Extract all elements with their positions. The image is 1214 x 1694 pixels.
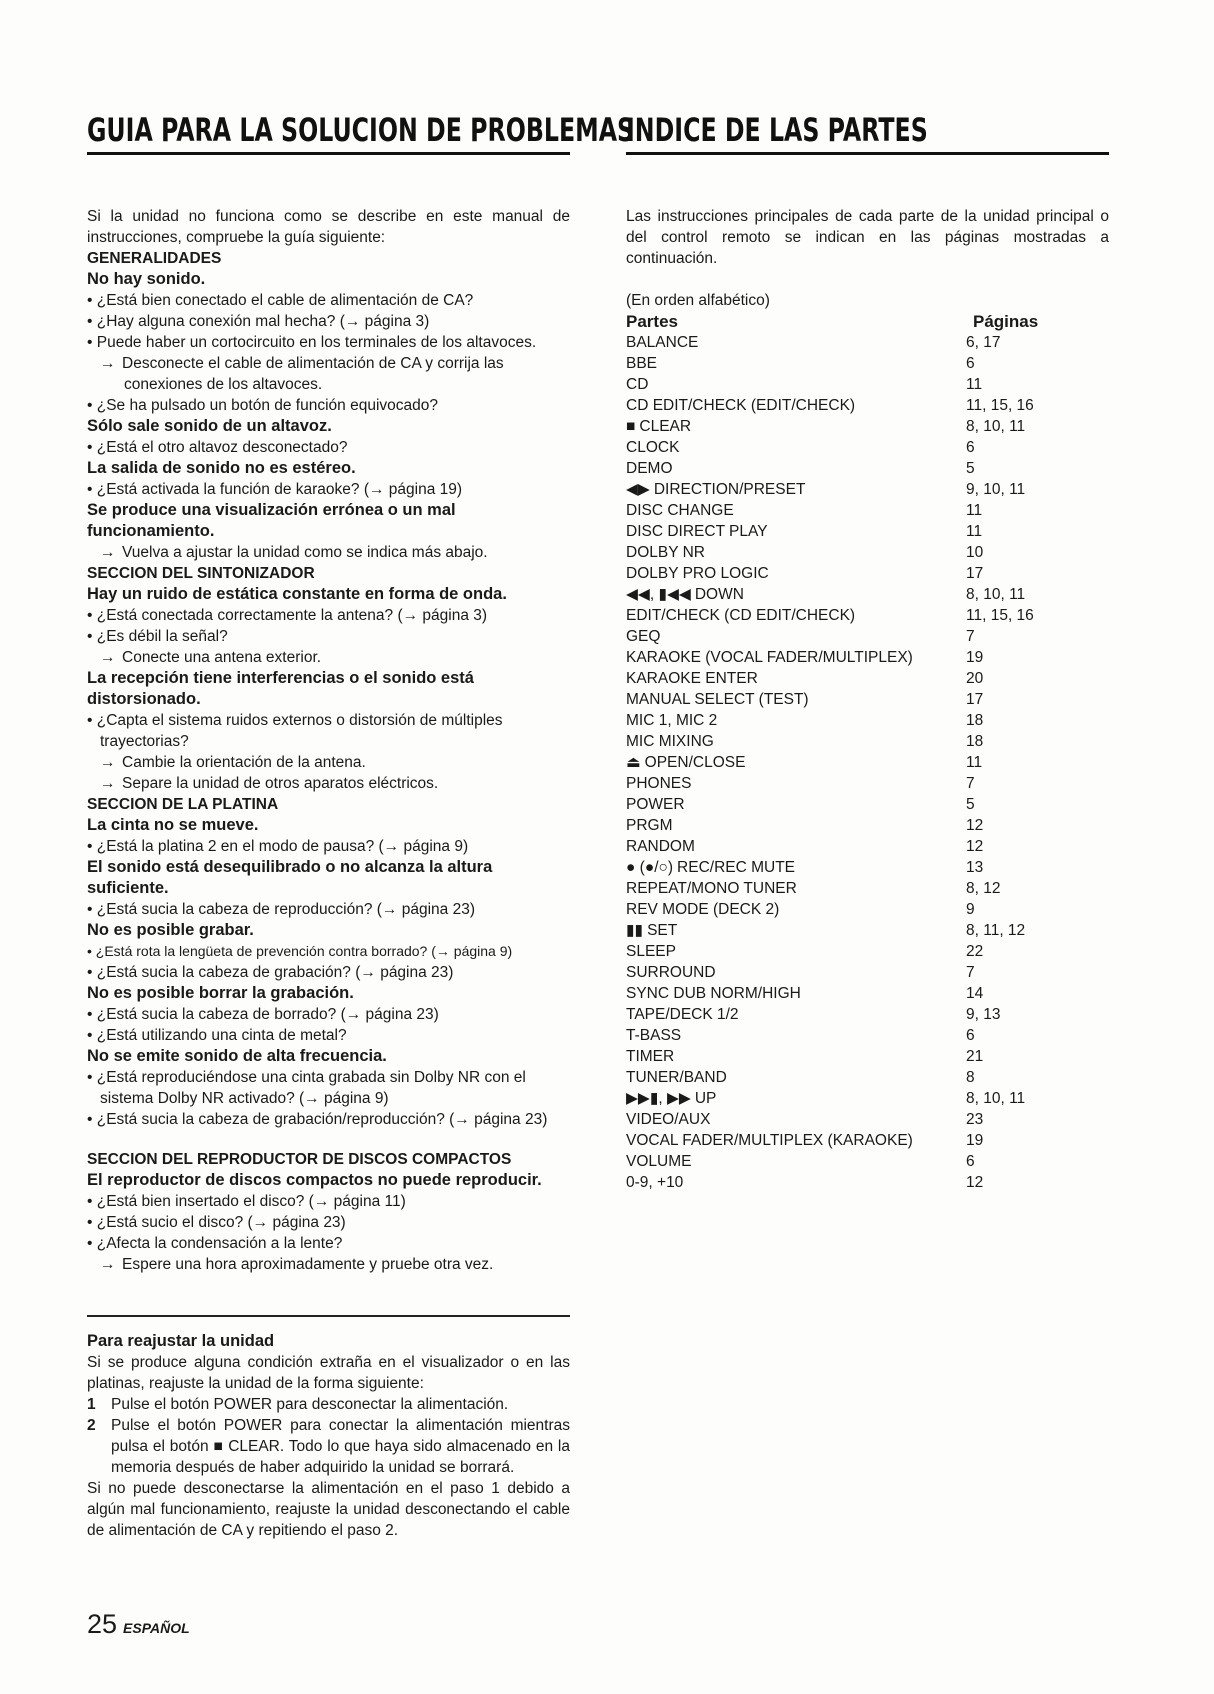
reset-divider: [87, 1315, 570, 1317]
check-item: • ¿Está conectada correctamente la antena? (→ página 3): [87, 607, 488, 624]
button-symbol-icon: ▶▶▮, ▶▶: [626, 1090, 691, 1107]
index-part-name: SYNC DUB NORM/HIGH: [626, 985, 801, 1002]
index-row: [626, 668, 1109, 689]
remedy-item: → Desconecte el cable de alimentación de CA y corrija las conexiones de los altavoces.: [100, 355, 504, 393]
index-page-numbers: 14: [966, 985, 984, 1002]
parts-index-intro: Las instrucciones principales de cada parte de la unidad principal o del control remoto se indican en las páginas mostradas a continuación.: [626, 208, 1109, 267]
button-symbol-icon: ⏏: [626, 754, 641, 771]
index-row: [626, 731, 1109, 752]
reset-step-1: 1 Pulse el botón POWER para desconectar la alimentación.: [87, 1396, 509, 1413]
index-page-numbers: 11: [966, 502, 983, 519]
index-row: [626, 374, 1109, 395]
index-part-name: MANUAL SELECT (TEST): [626, 691, 809, 708]
check-item: • ¿Está sucia la cabeza de grabación? (→ página 23): [87, 964, 454, 981]
index-page-numbers: 11: [966, 754, 983, 771]
reset-intro: Si se produce alguna condición extraña en el visualizador o en las platinas, reajuste la unidad de la forma siguiente:: [87, 1354, 570, 1392]
problem-heading: No hay sonido.: [87, 270, 206, 288]
index-page-numbers: 7: [966, 628, 975, 645]
index-part-name: BBE: [626, 355, 658, 372]
reset-step-2: 2 Pulse el botón POWER para conectar la alimentación mientras pulsa el botón ■ CLEAR. Todo lo que haya sido almacenado en la memoria después de haber adquirido la unidad se borrará.: [87, 1417, 570, 1476]
section-heading-cd: SECCION DEL REPRODUCTOR DE DISCOS COMPACTOS: [87, 1151, 512, 1168]
arrow-right-icon: →: [100, 355, 116, 372]
index-part-name: VIDEO/AUX: [626, 1111, 711, 1128]
index-row: [626, 584, 1109, 605]
index-part-name: RANDOM: [626, 838, 695, 855]
index-row: [626, 899, 1109, 920]
index-part-name: TAPE/DECK 1/2: [626, 1006, 739, 1023]
arrow-right-icon: →: [100, 1256, 116, 1273]
index-row: [626, 395, 1109, 416]
check-item: • ¿Está el otro altavoz desconectado?: [87, 439, 348, 456]
index-part-name: ■ CLEAR: [626, 418, 692, 435]
index-page-numbers: 5: [966, 796, 975, 813]
button-symbol-icon: ▮▮: [626, 922, 644, 939]
index-part-name: CLOCK: [626, 439, 680, 456]
index-row: [626, 920, 1109, 941]
index-page-numbers: 12: [966, 1174, 984, 1191]
index-part-name: ▮▮ SET: [626, 922, 678, 939]
language-label: ESPAÑOL: [123, 1620, 190, 1636]
index-row: [626, 836, 1109, 857]
index-row: [626, 962, 1109, 983]
page-footer: [87, 1609, 190, 1640]
index-part-name: ◀◀, ▮◀◀ DOWN: [626, 586, 744, 603]
index-page-numbers: 11: [966, 376, 983, 393]
index-page-numbers: 11: [966, 523, 983, 540]
index-row: [626, 1067, 1109, 1088]
index-page-numbers: 23: [966, 1111, 984, 1128]
index-row: [626, 416, 1109, 437]
index-part-name: SURROUND: [626, 964, 716, 981]
index-page-numbers: 11, 15, 16: [966, 397, 1034, 414]
check-item: • ¿Capta el sistema ruidos externos o distorsión de múltiples trayectorias?: [87, 712, 503, 750]
index-row: [626, 1088, 1109, 1109]
index-row: [626, 689, 1109, 710]
arrow-right-icon: →: [100, 649, 116, 666]
index-page-numbers: 12: [966, 817, 984, 834]
index-row: [626, 1151, 1109, 1172]
index-page-numbers: 17: [966, 565, 984, 582]
check-item: • ¿Hay alguna conexión mal hecha? (→ página 3): [87, 313, 430, 330]
index-page-numbers: 8, 12: [966, 880, 1001, 897]
index-part-name: ◀▶ DIRECTION/PRESET: [626, 481, 806, 498]
remedy-item: → Separe la unidad de otros aparatos eléctricos.: [100, 775, 439, 792]
index-part-name: ⏏ OPEN/CLOSE: [626, 754, 746, 771]
index-page-numbers: 18: [966, 733, 984, 750]
button-symbol-icon: ◀▶: [626, 481, 650, 498]
index-page-numbers: 8, 11, 12: [966, 922, 1026, 939]
index-page-numbers: 6, 17: [966, 334, 1001, 351]
index-page-numbers: 20: [966, 670, 984, 687]
index-page-numbers: 6: [966, 355, 975, 372]
check-item: • ¿Está activada la función de karaoke? (→ página 19): [87, 481, 463, 498]
index-part-name: KARAOKE (VOCAL FADER/MULTIPLEX): [626, 649, 913, 666]
index-part-name: MIC 1, MIC 2: [626, 712, 718, 729]
arrow-right-icon: →: [100, 775, 116, 792]
index-part-name: DEMO: [626, 460, 673, 477]
index-page-numbers: 9, 13: [966, 1006, 1001, 1023]
page-number: 25: [87, 1609, 118, 1639]
index-row: [626, 1046, 1109, 1067]
index-page-numbers: 8, 10, 11: [966, 418, 1026, 435]
index-part-name: T-BASS: [626, 1027, 682, 1044]
index-row: [626, 479, 1109, 500]
section-heading-deck: SECCION DE LA PLATINA: [87, 796, 279, 813]
index-row: [626, 1172, 1109, 1193]
reset-outro: Si no puede desconectarse la alimentación en el paso 1 debido a algún mal funcionamiento, reajuste la unidad desconectando el cable de alimentación de CA y repitiendo el paso 2.: [87, 1480, 570, 1539]
index-page-numbers: 19: [966, 1132, 984, 1149]
check-item: • ¿Está bien conectado el cable de alimentación de CA?: [87, 292, 474, 309]
index-page-numbers: 6: [966, 1153, 975, 1170]
index-part-name: DOLBY PRO LOGIC: [626, 565, 769, 582]
index-row: [626, 752, 1109, 773]
check-item: • ¿Está reproduciéndose una cinta grabada sin Dolby NR con el sistema Dolby NR activado? (→ página 9): [87, 1069, 526, 1107]
check-item: • ¿Está bien insertado el disco? (→ página 11): [87, 1193, 406, 1210]
index-page-numbers: 22: [966, 943, 984, 960]
button-symbol-icon: ■: [626, 418, 636, 435]
check-item: • Puede haber un cortocircuito en los terminales de los altavoces.: [87, 334, 537, 351]
check-item: • ¿Está sucia la cabeza de borrado? (→ página 23): [87, 1006, 439, 1023]
index-row: [626, 983, 1109, 1004]
title-underline-right: [626, 152, 1109, 155]
arrow-right-icon: →: [100, 544, 116, 561]
arrow-right-icon: →: [100, 754, 116, 771]
index-page-numbers: 6: [966, 439, 975, 456]
index-header-parts: Partes: [626, 312, 678, 331]
parts-index-title: INDICE DE LAS PARTES: [626, 111, 928, 149]
index-page-numbers: 19: [966, 649, 984, 666]
check-item: • ¿Está utilizando una cinta de metal?: [87, 1027, 347, 1044]
index-page-numbers: 6: [966, 1027, 975, 1044]
index-part-name: PHONES: [626, 775, 692, 792]
problem-heading: No es posible grabar.: [87, 921, 254, 939]
index-row: [626, 773, 1109, 794]
check-item: • ¿Es débil la señal?: [87, 628, 228, 645]
index-part-name: REV MODE (DECK 2): [626, 901, 780, 918]
index-page-numbers: 7: [966, 964, 975, 981]
index-row: [626, 710, 1109, 731]
index-part-name: POWER: [626, 796, 685, 813]
check-item: • ¿Está sucia la cabeza de grabación/reproducción? (→ página 23): [87, 1111, 548, 1128]
troubleshooting-column: [87, 206, 570, 1541]
index-part-name: 0-9, +10: [626, 1174, 684, 1191]
stop-square-icon: ■: [213, 1438, 224, 1455]
index-row: [626, 1109, 1109, 1130]
check-item: • ¿Se ha pulsado un botón de función equivocado?: [87, 397, 438, 414]
remedy-item: → Vuelva a ajustar la unidad como se indica más abajo.: [100, 544, 488, 561]
index-row: [626, 794, 1109, 815]
index-page-numbers: 21: [966, 1048, 984, 1065]
index-row: [626, 1004, 1109, 1025]
index-part-name: TUNER/BAND: [626, 1069, 727, 1086]
index-page-numbers: 10: [966, 544, 984, 561]
index-page-numbers: 11, 15, 16: [966, 607, 1034, 624]
index-page-numbers: 12: [966, 838, 984, 855]
remedy-item: → Cambie la orientación de la antena.: [100, 754, 366, 771]
index-part-name: SLEEP: [626, 943, 676, 960]
index-page-numbers: 9: [966, 901, 975, 918]
problem-heading: El sonido está desequilibrado o no alcanza la altura suficiente.: [87, 858, 493, 897]
index-row: [626, 458, 1109, 479]
index-page-numbers: 7: [966, 775, 975, 792]
index-row: [626, 1025, 1109, 1046]
index-part-name: DISC DIRECT PLAY: [626, 523, 768, 540]
index-part-name: REPEAT/MONO TUNER: [626, 880, 797, 897]
index-page-numbers: 18: [966, 712, 984, 729]
problem-heading: La salida de sonido no es estéreo.: [87, 459, 356, 477]
troubleshooting-intro: Si la unidad no funciona como se describe en este manual de instrucciones, compruebe la guía siguiente:: [87, 208, 570, 246]
index-part-name: BALANCE: [626, 334, 699, 351]
index-page-numbers: 8, 10, 11: [966, 1090, 1026, 1107]
index-page-numbers: 13: [966, 859, 984, 876]
problem-heading: El reproductor de discos compactos no puede reproducir.: [87, 1171, 542, 1189]
troubleshooting-title: GUIA PARA LA SOLUCION DE PROBLEMAS: [87, 111, 635, 149]
index-part-name: MIC MIXING: [626, 733, 714, 750]
index-row: [626, 815, 1109, 836]
check-item: • ¿Está sucio el disco? (→ página 23): [87, 1214, 346, 1231]
check-item: • ¿Afecta la condensación a la lente?: [87, 1235, 343, 1252]
problem-heading: No se emite sonido de alta frecuencia.: [87, 1047, 387, 1065]
index-row: [626, 857, 1109, 878]
index-row: [626, 353, 1109, 374]
index-part-name: VOLUME: [626, 1153, 692, 1170]
index-list: [626, 332, 1109, 1193]
button-symbol-icon: ● (●/○): [626, 859, 674, 876]
index-row: [626, 437, 1109, 458]
index-page-numbers: 17: [966, 691, 984, 708]
index-part-name: EDIT/CHECK (CD EDIT/CHECK): [626, 607, 856, 624]
reset-heading: Para reajustar la unidad: [87, 1332, 275, 1350]
problem-heading: Se produce una visualización errónea o un mal funcionamiento.: [87, 501, 456, 540]
index-header-pages: Páginas: [973, 312, 1039, 331]
problem-heading: Hay un ruido de estática constante en forma de onda.: [87, 585, 507, 603]
index-part-name: GEQ: [626, 628, 661, 645]
index-page-numbers: 5: [966, 460, 975, 477]
index-page-numbers: 9, 10, 11: [966, 481, 1026, 498]
index-part-name: CD: [626, 376, 649, 393]
remedy-item: → Conecte una antena exterior.: [100, 649, 322, 666]
index-header: [626, 311, 1109, 332]
index-part-name: DOLBY NR: [626, 544, 705, 561]
problem-heading: Sólo sale sonido de un altavoz.: [87, 417, 332, 435]
problem-heading: La recepción tiene interferencias o el sonido está distorsionado.: [87, 669, 474, 708]
index-part-name: VOCAL FADER/MULTIPLEX (KARAOKE): [626, 1132, 913, 1149]
check-item: • ¿Está rota la lengüeta de prevención contra borrado? (→ página 9): [87, 943, 513, 959]
section-heading-tuner: SECCION DEL SINTONIZADOR: [87, 565, 315, 582]
alphabetical-note: (En orden alfabético): [626, 292, 770, 309]
index-page-numbers: 8, 10, 11: [966, 586, 1026, 603]
index-row: [626, 1130, 1109, 1151]
index-part-name: PRGM: [626, 817, 673, 834]
index-part-name: TIMER: [626, 1048, 675, 1065]
title-underline-left: [87, 152, 570, 155]
index-row: [626, 542, 1109, 563]
index-part-name: CD EDIT/CHECK (EDIT/CHECK): [626, 397, 856, 414]
section-heading-general: GENERALIDADES: [87, 250, 222, 267]
index-part-name: ● (●/○) REC/REC MUTE: [626, 859, 796, 876]
index-row: [626, 332, 1109, 353]
problem-heading: La cinta no se mueve.: [87, 816, 259, 834]
index-row: [626, 647, 1109, 668]
index-row: [626, 941, 1109, 962]
index-row: [626, 500, 1109, 521]
index-row: [626, 626, 1109, 647]
index-page-numbers: 8: [966, 1069, 975, 1086]
index-part-name: ▶▶▮, ▶▶ UP: [626, 1090, 717, 1107]
button-symbol-icon: ◀◀, ▮◀◀: [626, 586, 691, 603]
index-row: [626, 605, 1109, 626]
index-part-name: KARAOKE ENTER: [626, 670, 758, 687]
check-item: • ¿Está sucia la cabeza de reproducción? (→ página 23): [87, 901, 475, 918]
index-row: [626, 878, 1109, 899]
index-part-name: DISC CHANGE: [626, 502, 734, 519]
index-row: [626, 521, 1109, 542]
parts-index-column: [626, 206, 1109, 1193]
index-row: [626, 563, 1109, 584]
problem-heading: No es posible borrar la grabación.: [87, 984, 354, 1002]
check-item: • ¿Está la platina 2 en el modo de pausa? (→ página 9): [87, 838, 469, 855]
remedy-item: → Espere una hora aproximadamente y pruebe otra vez.: [100, 1256, 494, 1273]
